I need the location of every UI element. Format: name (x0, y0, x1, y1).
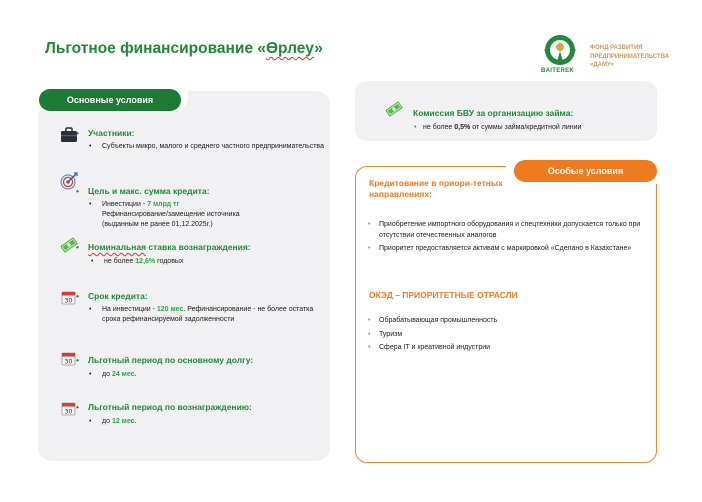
grace-reward-heading: • Льготный период по вознаграждению: (88, 402, 252, 412)
fee-suffix: от суммы займа/кредитной линии (470, 124, 582, 131)
list-item: • Приобретение импортного оборудования и спецтехники допускается только при отсутствии отечественных аналогов (379, 220, 644, 241)
rate-prefix: не более (104, 258, 136, 265)
fee-text (423, 124, 581, 131)
grace-reward-value: 12 мес. (111, 418, 137, 425)
priority-list (379, 220, 644, 258)
special-conditions-panel (355, 166, 657, 463)
participants-text: • Субъекты микро, малого и среднего частного предпринимательства (102, 142, 327, 152)
title-suffix: » (314, 40, 323, 57)
purpose-line3: (выданным не ранее 01.12.2025г.) (102, 221, 213, 228)
baiterek-logo-icon (540, 32, 580, 72)
term-heading: • Срок кредита: (88, 291, 148, 301)
term-text (102, 305, 327, 325)
term-rest: Рефинансирование - не более остатка срока рефинансируемой задолженности (102, 306, 314, 323)
rate-heading (88, 242, 251, 252)
title-prefix: Льготное финансирование « (45, 40, 266, 57)
list-item: • Обрабатывающая промышленность (379, 316, 644, 327)
svg-text:30: 30 (64, 408, 73, 416)
fee-value: 0,5% (454, 124, 471, 131)
priority-heading: Кредитование в приори-тетных направлениях: (369, 178, 503, 199)
term-prefix: На инвестиции - (102, 306, 157, 313)
grace-debt-prefix: до (102, 371, 112, 378)
fee-heading: Комиссия БВУ за организацию займа: (413, 108, 574, 118)
rate-heading-word: Номинальная (88, 242, 147, 252)
special-conditions-tab: Особые условия (514, 160, 657, 182)
okved-list (379, 316, 644, 357)
logo-line: ПРЕДПРИНИМАТЕЛЬСТВА (590, 53, 670, 60)
list-item: • Туризм (379, 330, 644, 341)
main-conditions-tab: Основные условия (39, 89, 181, 111)
rate-text (91, 257, 329, 267)
title-brand: Өрлеу (266, 40, 315, 57)
purpose-heading: • Цель и макс. сумма кредита: (88, 186, 210, 196)
term-value: 120 мес. (156, 306, 186, 313)
list-item: • Сфера IT и креативной индустрии (379, 343, 644, 354)
logo-line: «ДАМУ» (590, 62, 614, 68)
purpose-line1: Инвестиции - (102, 201, 148, 208)
purpose-amount: 7 млрд тг (147, 201, 180, 208)
grace-reward-text (102, 417, 327, 427)
logo-subtitle: BAITEREK (541, 68, 575, 74)
list-item: • Приоритет предоставляется активам с маркировкой «Сделано в Казахстане» (379, 244, 644, 255)
purpose-line2: Рефинансирование/замещение источника (102, 211, 240, 218)
money-icon (385, 100, 403, 118)
page-title (45, 40, 323, 58)
logo (540, 32, 690, 74)
grace-debt-heading: • Льготный период по основному долгу: (88, 355, 253, 365)
logo-line: ФОНД РАЗВИТИЯ (590, 45, 643, 51)
participants-heading: • Участники: (88, 128, 135, 138)
purpose-text (89, 200, 327, 230)
logo-text (590, 44, 690, 70)
rate-suffix: годовых (155, 258, 184, 265)
rate-value: 12,6% (135, 258, 156, 265)
grace-debt-value: 24 мес. (111, 371, 137, 378)
svg-text:30: 30 (64, 358, 73, 366)
bullet: • (91, 258, 94, 265)
bullet: • (89, 201, 92, 208)
okved-heading: ОКЭД – ПРИОРИТЕТНЫЕ ОТРАСЛИ (369, 290, 518, 300)
fee-prefix: не более (423, 124, 455, 131)
grace-debt-text (102, 370, 327, 380)
rate-heading-rest: ставка вознаграждения: (146, 242, 251, 252)
svg-text:30: 30 (64, 297, 73, 305)
grace-reward-prefix: до (102, 418, 112, 425)
